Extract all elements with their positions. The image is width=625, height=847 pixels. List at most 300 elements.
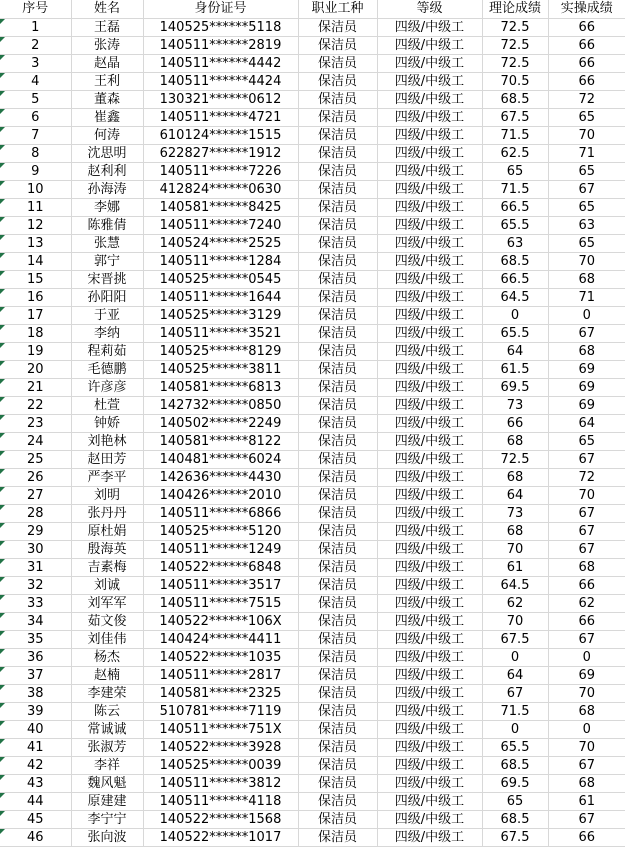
id-number-cell[interactable] <box>143 703 298 721</box>
seq-cell[interactable] <box>0 217 71 235</box>
level-cell[interactable] <box>377 703 482 721</box>
id-number-cell[interactable] <box>143 433 298 451</box>
level-cell[interactable] <box>377 505 482 523</box>
practical-score-cell[interactable] <box>548 829 625 847</box>
seq-cell[interactable] <box>0 415 71 433</box>
name-cell[interactable] <box>71 307 143 325</box>
practical-score-cell[interactable] <box>548 487 625 505</box>
practical-score-cell[interactable] <box>548 271 625 289</box>
theory-score-cell[interactable] <box>482 775 548 793</box>
theory-score-cell[interactable] <box>482 451 548 469</box>
seq-cell[interactable] <box>0 73 71 91</box>
occupation-cell[interactable] <box>298 739 377 757</box>
occupation-cell[interactable] <box>298 73 377 91</box>
id-number-cell[interactable] <box>143 451 298 469</box>
header-name[interactable]: 姓名 <box>71 0 143 19</box>
name-cell[interactable] <box>71 181 143 199</box>
theory-score-cell[interactable] <box>482 235 548 253</box>
id-number-cell[interactable] <box>143 343 298 361</box>
practical-score-cell[interactable] <box>548 433 625 451</box>
occupation-cell[interactable] <box>298 559 377 577</box>
id-number-cell[interactable] <box>143 613 298 631</box>
practical-score-cell[interactable] <box>548 73 625 91</box>
seq-cell[interactable] <box>0 793 71 811</box>
theory-score-cell[interactable] <box>482 415 548 433</box>
practical-score-cell[interactable] <box>548 613 625 631</box>
occupation-cell[interactable] <box>298 91 377 109</box>
occupation-cell[interactable] <box>298 145 377 163</box>
practical-score-cell[interactable] <box>548 451 625 469</box>
name-cell[interactable] <box>71 109 143 127</box>
practical-score-cell[interactable] <box>548 469 625 487</box>
id-number-cell[interactable] <box>143 307 298 325</box>
level-cell[interactable] <box>377 541 482 559</box>
occupation-cell[interactable] <box>298 199 377 217</box>
level-cell[interactable] <box>377 19 482 37</box>
id-number-cell[interactable] <box>143 577 298 595</box>
name-cell[interactable] <box>71 685 143 703</box>
occupation-cell[interactable] <box>298 577 377 595</box>
seq-cell[interactable] <box>0 379 71 397</box>
id-number-cell[interactable] <box>143 235 298 253</box>
level-cell[interactable] <box>377 829 482 847</box>
occupation-cell[interactable] <box>298 703 377 721</box>
occupation-cell[interactable] <box>298 649 377 667</box>
theory-score-cell[interactable] <box>482 649 548 667</box>
theory-score-cell[interactable] <box>482 109 548 127</box>
practical-score-cell[interactable] <box>548 577 625 595</box>
level-cell[interactable] <box>377 775 482 793</box>
practical-score-cell[interactable] <box>548 325 625 343</box>
name-cell[interactable] <box>71 217 143 235</box>
occupation-cell[interactable] <box>298 55 377 73</box>
theory-score-cell[interactable] <box>482 37 548 55</box>
practical-score-cell[interactable] <box>548 595 625 613</box>
seq-cell[interactable] <box>0 631 71 649</box>
practical-score-cell[interactable] <box>548 361 625 379</box>
id-number-cell[interactable] <box>143 667 298 685</box>
seq-cell[interactable] <box>0 757 71 775</box>
level-cell[interactable] <box>377 685 482 703</box>
seq-cell[interactable] <box>0 739 71 757</box>
theory-score-cell[interactable] <box>482 253 548 271</box>
id-number-cell[interactable] <box>143 487 298 505</box>
name-cell[interactable] <box>71 361 143 379</box>
occupation-cell[interactable] <box>298 595 377 613</box>
theory-score-cell[interactable] <box>482 91 548 109</box>
id-number-cell[interactable] <box>143 559 298 577</box>
id-number-cell[interactable] <box>143 811 298 829</box>
practical-score-cell[interactable] <box>548 667 625 685</box>
occupation-cell[interactable] <box>298 397 377 415</box>
name-cell[interactable] <box>71 793 143 811</box>
practical-score-cell[interactable] <box>548 757 625 775</box>
level-cell[interactable] <box>377 163 482 181</box>
practical-score-cell[interactable] <box>548 541 625 559</box>
theory-score-cell[interactable] <box>482 703 548 721</box>
theory-score-cell[interactable] <box>482 523 548 541</box>
occupation-cell[interactable] <box>298 127 377 145</box>
seq-cell[interactable] <box>0 343 71 361</box>
seq-cell[interactable] <box>0 307 71 325</box>
occupation-cell[interactable] <box>298 19 377 37</box>
header-practical-score[interactable]: 实操成绩 <box>548 0 625 19</box>
theory-score-cell[interactable] <box>482 613 548 631</box>
practical-score-cell[interactable] <box>548 379 625 397</box>
level-cell[interactable] <box>377 433 482 451</box>
practical-score-cell[interactable] <box>548 775 625 793</box>
practical-score-cell[interactable] <box>548 739 625 757</box>
seq-cell[interactable] <box>0 451 71 469</box>
name-cell[interactable] <box>71 379 143 397</box>
name-cell[interactable] <box>71 739 143 757</box>
occupation-cell[interactable] <box>298 379 377 397</box>
id-number-cell[interactable] <box>143 127 298 145</box>
practical-score-cell[interactable] <box>548 145 625 163</box>
theory-score-cell[interactable] <box>482 793 548 811</box>
seq-cell[interactable] <box>0 397 71 415</box>
level-cell[interactable] <box>377 721 482 739</box>
seq-cell[interactable] <box>0 37 71 55</box>
name-cell[interactable] <box>71 667 143 685</box>
name-cell[interactable] <box>71 253 143 271</box>
id-number-cell[interactable] <box>143 145 298 163</box>
practical-score-cell[interactable] <box>548 55 625 73</box>
practical-score-cell[interactable] <box>548 37 625 55</box>
occupation-cell[interactable] <box>298 325 377 343</box>
name-cell[interactable] <box>71 613 143 631</box>
level-cell[interactable] <box>377 577 482 595</box>
theory-score-cell[interactable] <box>482 811 548 829</box>
practical-score-cell[interactable] <box>548 721 625 739</box>
name-cell[interactable] <box>71 127 143 145</box>
seq-cell[interactable] <box>0 649 71 667</box>
level-cell[interactable] <box>377 253 482 271</box>
name-cell[interactable] <box>71 559 143 577</box>
seq-cell[interactable] <box>0 145 71 163</box>
seq-cell[interactable] <box>0 163 71 181</box>
name-cell[interactable] <box>71 19 143 37</box>
practical-score-cell[interactable] <box>548 307 625 325</box>
level-cell[interactable] <box>377 397 482 415</box>
occupation-cell[interactable] <box>298 775 377 793</box>
name-cell[interactable] <box>71 91 143 109</box>
seq-cell[interactable] <box>0 469 71 487</box>
practical-score-cell[interactable] <box>548 703 625 721</box>
seq-cell[interactable] <box>0 523 71 541</box>
seq-cell[interactable] <box>0 361 71 379</box>
practical-score-cell[interactable] <box>548 523 625 541</box>
level-cell[interactable] <box>377 289 482 307</box>
practical-score-cell[interactable] <box>548 289 625 307</box>
theory-score-cell[interactable] <box>482 19 548 37</box>
seq-cell[interactable] <box>0 829 71 847</box>
id-number-cell[interactable] <box>143 109 298 127</box>
seq-cell[interactable] <box>0 667 71 685</box>
id-number-cell[interactable] <box>143 793 298 811</box>
level-cell[interactable] <box>377 145 482 163</box>
name-cell[interactable] <box>71 595 143 613</box>
practical-score-cell[interactable] <box>548 199 625 217</box>
theory-score-cell[interactable] <box>482 55 548 73</box>
header-id-number[interactable]: 身份证号 <box>143 0 298 19</box>
name-cell[interactable] <box>71 325 143 343</box>
practical-score-cell[interactable] <box>548 685 625 703</box>
header-theory-score[interactable]: 理论成绩 <box>482 0 548 19</box>
seq-cell[interactable] <box>0 721 71 739</box>
level-cell[interactable] <box>377 217 482 235</box>
occupation-cell[interactable] <box>298 829 377 847</box>
seq-cell[interactable] <box>0 685 71 703</box>
name-cell[interactable] <box>71 703 143 721</box>
id-number-cell[interactable] <box>143 739 298 757</box>
id-number-cell[interactable] <box>143 181 298 199</box>
seq-cell[interactable] <box>0 703 71 721</box>
theory-score-cell[interactable] <box>482 163 548 181</box>
id-number-cell[interactable] <box>143 361 298 379</box>
occupation-cell[interactable] <box>298 235 377 253</box>
occupation-cell[interactable] <box>298 433 377 451</box>
name-cell[interactable] <box>71 397 143 415</box>
theory-score-cell[interactable] <box>482 73 548 91</box>
name-cell[interactable] <box>71 469 143 487</box>
id-number-cell[interactable] <box>143 289 298 307</box>
id-number-cell[interactable] <box>143 649 298 667</box>
occupation-cell[interactable] <box>298 685 377 703</box>
id-number-cell[interactable] <box>143 415 298 433</box>
level-cell[interactable] <box>377 379 482 397</box>
seq-cell[interactable] <box>0 235 71 253</box>
id-number-cell[interactable] <box>143 37 298 55</box>
theory-score-cell[interactable] <box>482 433 548 451</box>
occupation-cell[interactable] <box>298 163 377 181</box>
id-number-cell[interactable] <box>143 775 298 793</box>
level-cell[interactable] <box>377 811 482 829</box>
id-number-cell[interactable] <box>143 325 298 343</box>
practical-score-cell[interactable] <box>548 91 625 109</box>
id-number-cell[interactable] <box>143 73 298 91</box>
id-number-cell[interactable] <box>143 595 298 613</box>
occupation-cell[interactable] <box>298 667 377 685</box>
practical-score-cell[interactable] <box>548 127 625 145</box>
id-number-cell[interactable] <box>143 631 298 649</box>
level-cell[interactable] <box>377 523 482 541</box>
practical-score-cell[interactable] <box>548 415 625 433</box>
level-cell[interactable] <box>377 415 482 433</box>
occupation-cell[interactable] <box>298 361 377 379</box>
level-cell[interactable] <box>377 307 482 325</box>
level-cell[interactable] <box>377 649 482 667</box>
occupation-cell[interactable] <box>298 289 377 307</box>
seq-cell[interactable] <box>0 487 71 505</box>
practical-score-cell[interactable] <box>548 109 625 127</box>
name-cell[interactable] <box>71 343 143 361</box>
level-cell[interactable] <box>377 235 482 253</box>
id-number-cell[interactable] <box>143 757 298 775</box>
practical-score-cell[interactable] <box>548 163 625 181</box>
practical-score-cell[interactable] <box>548 217 625 235</box>
practical-score-cell[interactable] <box>548 559 625 577</box>
level-cell[interactable] <box>377 73 482 91</box>
name-cell[interactable] <box>71 37 143 55</box>
level-cell[interactable] <box>377 667 482 685</box>
name-cell[interactable] <box>71 505 143 523</box>
theory-score-cell[interactable] <box>482 469 548 487</box>
name-cell[interactable] <box>71 433 143 451</box>
id-number-cell[interactable] <box>143 379 298 397</box>
level-cell[interactable] <box>377 199 482 217</box>
name-cell[interactable] <box>71 631 143 649</box>
level-cell[interactable] <box>377 631 482 649</box>
practical-score-cell[interactable] <box>548 235 625 253</box>
theory-score-cell[interactable] <box>482 271 548 289</box>
occupation-cell[interactable] <box>298 253 377 271</box>
name-cell[interactable] <box>71 811 143 829</box>
theory-score-cell[interactable] <box>482 739 548 757</box>
name-cell[interactable] <box>71 55 143 73</box>
seq-cell[interactable] <box>0 181 71 199</box>
seq-cell[interactable] <box>0 505 71 523</box>
theory-score-cell[interactable] <box>482 829 548 847</box>
level-cell[interactable] <box>377 271 482 289</box>
level-cell[interactable] <box>377 343 482 361</box>
practical-score-cell[interactable] <box>548 649 625 667</box>
occupation-cell[interactable] <box>298 757 377 775</box>
seq-cell[interactable] <box>0 559 71 577</box>
id-number-cell[interactable] <box>143 541 298 559</box>
level-cell[interactable] <box>377 127 482 145</box>
level-cell[interactable] <box>377 757 482 775</box>
id-number-cell[interactable] <box>143 505 298 523</box>
name-cell[interactable] <box>71 487 143 505</box>
name-cell[interactable] <box>71 757 143 775</box>
header-seq[interactable]: 序号 <box>0 0 71 19</box>
level-cell[interactable] <box>377 559 482 577</box>
theory-score-cell[interactable] <box>482 577 548 595</box>
practical-score-cell[interactable] <box>548 19 625 37</box>
id-number-cell[interactable] <box>143 217 298 235</box>
occupation-cell[interactable] <box>298 307 377 325</box>
practical-score-cell[interactable] <box>548 181 625 199</box>
name-cell[interactable] <box>71 775 143 793</box>
practical-score-cell[interactable] <box>548 343 625 361</box>
name-cell[interactable] <box>71 235 143 253</box>
seq-cell[interactable] <box>0 55 71 73</box>
occupation-cell[interactable] <box>298 37 377 55</box>
theory-score-cell[interactable] <box>482 685 548 703</box>
theory-score-cell[interactable] <box>482 541 548 559</box>
occupation-cell[interactable] <box>298 631 377 649</box>
id-number-cell[interactable] <box>143 55 298 73</box>
theory-score-cell[interactable] <box>482 631 548 649</box>
name-cell[interactable] <box>71 829 143 847</box>
theory-score-cell[interactable] <box>482 127 548 145</box>
practical-score-cell[interactable] <box>548 811 625 829</box>
theory-score-cell[interactable] <box>482 379 548 397</box>
theory-score-cell[interactable] <box>482 289 548 307</box>
theory-score-cell[interactable] <box>482 667 548 685</box>
id-number-cell[interactable] <box>143 199 298 217</box>
level-cell[interactable] <box>377 361 482 379</box>
id-number-cell[interactable] <box>143 469 298 487</box>
id-number-cell[interactable] <box>143 721 298 739</box>
seq-cell[interactable] <box>0 325 71 343</box>
occupation-cell[interactable] <box>298 469 377 487</box>
name-cell[interactable] <box>71 271 143 289</box>
level-cell[interactable] <box>377 37 482 55</box>
theory-score-cell[interactable] <box>482 397 548 415</box>
seq-cell[interactable] <box>0 541 71 559</box>
occupation-cell[interactable] <box>298 613 377 631</box>
name-cell[interactable] <box>71 577 143 595</box>
level-cell[interactable] <box>377 595 482 613</box>
name-cell[interactable] <box>71 199 143 217</box>
occupation-cell[interactable] <box>298 451 377 469</box>
level-cell[interactable] <box>377 793 482 811</box>
name-cell[interactable] <box>71 451 143 469</box>
occupation-cell[interactable] <box>298 811 377 829</box>
level-cell[interactable] <box>377 91 482 109</box>
name-cell[interactable] <box>71 145 143 163</box>
seq-cell[interactable] <box>0 613 71 631</box>
practical-score-cell[interactable] <box>548 397 625 415</box>
theory-score-cell[interactable] <box>482 361 548 379</box>
theory-score-cell[interactable] <box>482 145 548 163</box>
occupation-cell[interactable] <box>298 415 377 433</box>
level-cell[interactable] <box>377 181 482 199</box>
seq-cell[interactable] <box>0 127 71 145</box>
seq-cell[interactable] <box>0 109 71 127</box>
theory-score-cell[interactable] <box>482 595 548 613</box>
occupation-cell[interactable] <box>298 217 377 235</box>
practical-score-cell[interactable] <box>548 253 625 271</box>
theory-score-cell[interactable] <box>482 307 548 325</box>
level-cell[interactable] <box>377 109 482 127</box>
occupation-cell[interactable] <box>298 487 377 505</box>
seq-cell[interactable] <box>0 253 71 271</box>
level-cell[interactable] <box>377 55 482 73</box>
theory-score-cell[interactable] <box>482 325 548 343</box>
occupation-cell[interactable] <box>298 505 377 523</box>
id-number-cell[interactable] <box>143 91 298 109</box>
level-cell[interactable] <box>377 613 482 631</box>
theory-score-cell[interactable] <box>482 505 548 523</box>
id-number-cell[interactable] <box>143 829 298 847</box>
name-cell[interactable] <box>71 415 143 433</box>
level-cell[interactable] <box>377 739 482 757</box>
level-cell[interactable] <box>377 451 482 469</box>
theory-score-cell[interactable] <box>482 757 548 775</box>
occupation-cell[interactable] <box>298 523 377 541</box>
id-number-cell[interactable] <box>143 271 298 289</box>
name-cell[interactable] <box>71 73 143 91</box>
id-number-cell[interactable] <box>143 253 298 271</box>
seq-cell[interactable] <box>0 91 71 109</box>
seq-cell[interactable] <box>0 433 71 451</box>
level-cell[interactable] <box>377 469 482 487</box>
id-number-cell[interactable] <box>143 685 298 703</box>
id-number-cell[interactable] <box>143 163 298 181</box>
occupation-cell[interactable] <box>298 181 377 199</box>
theory-score-cell[interactable] <box>482 181 548 199</box>
practical-score-cell[interactable] <box>548 631 625 649</box>
seq-cell[interactable] <box>0 811 71 829</box>
name-cell[interactable] <box>71 523 143 541</box>
occupation-cell[interactable] <box>298 109 377 127</box>
theory-score-cell[interactable] <box>482 721 548 739</box>
name-cell[interactable] <box>71 289 143 307</box>
theory-score-cell[interactable] <box>482 559 548 577</box>
